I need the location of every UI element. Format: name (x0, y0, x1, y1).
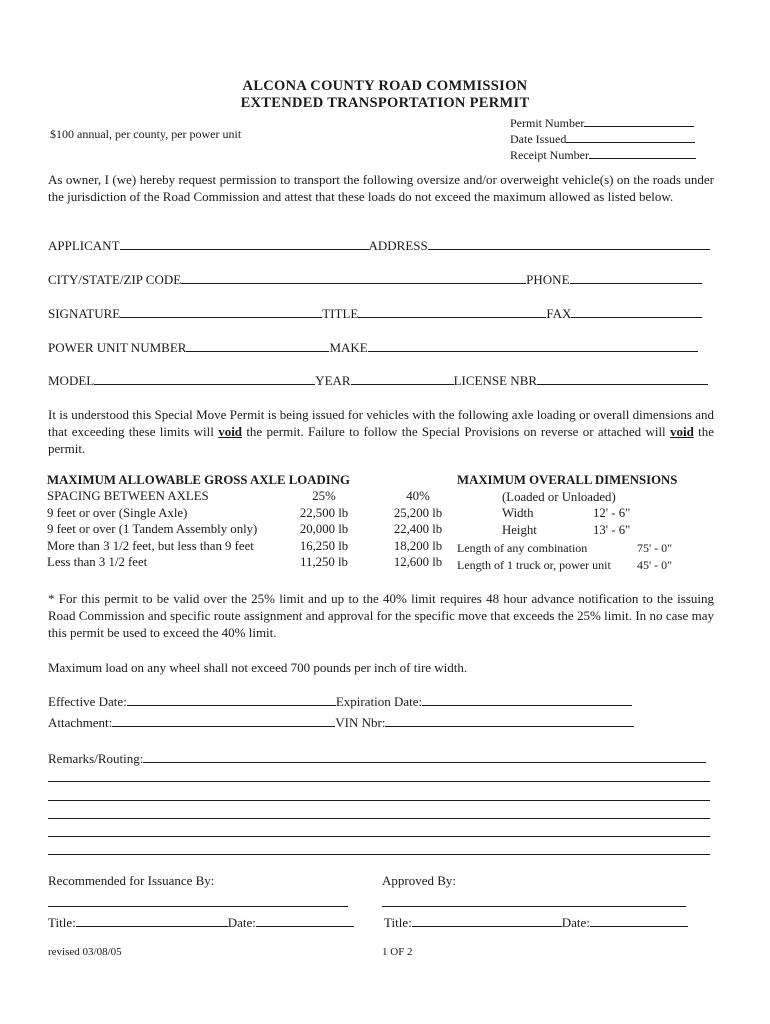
applicant-row (48, 238, 710, 254)
effective-date-line[interactable] (127, 694, 336, 706)
date-right-label: Date: (561, 915, 590, 930)
combination-value: 75' - 0" (637, 541, 673, 555)
vin-nbr-label: VIN Nbr: (335, 715, 386, 730)
vin-nbr-line[interactable] (385, 715, 634, 727)
dimensions-subheading: (Loaded or Unloaded) (502, 490, 616, 504)
void-emphasis-2: void (669, 424, 694, 439)
make-line[interactable] (368, 340, 698, 352)
date-issued-line[interactable] (566, 131, 695, 143)
attachment-line[interactable] (112, 715, 335, 727)
fee-note: $100 annual, per county, per power unit (50, 127, 242, 141)
year-line[interactable] (351, 373, 454, 385)
remarks-line[interactable] (48, 836, 710, 837)
phone-label: PHONE (526, 272, 570, 287)
axle-40-cell: 12,600 lb (393, 555, 443, 570)
model-line[interactable] (94, 373, 315, 385)
axle-40-cell: 25,200 lb (393, 505, 443, 520)
intro-paragraph: As owner, I (we) hereby request permission to transport the following oversize and/or overweight vehicle(s) on the roads under the jurisdiction of the Road Commission and attest that these loads do not exceed the maximum allowed as listed below. (48, 172, 714, 204)
model-label: MODEL (48, 373, 95, 388)
width-value: 12' - 6" (593, 506, 631, 520)
fax-line[interactable] (571, 306, 702, 318)
title-line[interactable] (358, 306, 546, 318)
remarks-label: Remarks/Routing: (48, 751, 144, 766)
date-left-label: Date: (227, 915, 256, 930)
remarks-line[interactable] (143, 751, 706, 763)
special-move-text-1: It is understood this Special Move Permit is being issued for vehicles with the following axle loading or overall dimensions and that exceeding these limits will (48, 407, 714, 439)
title-left-line[interactable] (76, 915, 228, 927)
axle-spacing-cell: More than 3 1/2 feet, but less than 9 feet (47, 538, 254, 553)
special-move-paragraph (48, 406, 714, 457)
title-left-label: Title: (48, 915, 76, 930)
width-label: Width (502, 506, 534, 520)
signature-row (48, 306, 702, 322)
title-right-label: Title: (384, 915, 412, 930)
date-left-line[interactable] (256, 915, 354, 927)
axle-col-25: 25% (312, 489, 336, 504)
approved-by-label: Approved By: (382, 873, 457, 888)
special-move-text-2: the permit. Failure to follow the Special Provisions on reverse or attached will (242, 424, 670, 439)
axle-spacing-cell: 9 feet or over (Single Axle) (47, 505, 188, 520)
city-row (48, 272, 702, 288)
axle-loading-table (47, 472, 463, 571)
power-unit-number-label: POWER UNIT NUMBER (48, 340, 187, 355)
revised-date: revised 03/08/05 (48, 946, 122, 958)
combination-label: Length of any combination (457, 541, 588, 555)
axle-40-cell: 18,200 lb (393, 538, 443, 553)
permit-number-label: Permit Number (510, 116, 585, 130)
receipt-number-label: Receipt Number (510, 148, 589, 162)
license-nbr-label: LICENSE NBR (453, 373, 538, 388)
axle-25-cell: 11,250 lb (300, 555, 348, 570)
recommended-signature-line[interactable] (48, 906, 348, 907)
axle-40-cell: 22,400 lb (393, 522, 443, 537)
remarks-line[interactable] (48, 800, 710, 801)
special-move-text-3: the permit. (48, 424, 714, 456)
address-label: ADDRESS (368, 238, 428, 253)
address-line[interactable] (428, 238, 710, 250)
table-row (47, 538, 463, 555)
license-nbr-line[interactable] (537, 373, 708, 385)
wheel-load-note: Maximum load on any wheel shall not exceed 700 pounds per inch of tire width. (48, 660, 468, 675)
remarks-line[interactable] (48, 854, 710, 855)
axle-25-cell: 16,250 lb (299, 538, 349, 553)
height-label: Height (502, 523, 537, 537)
table-row (47, 522, 463, 539)
power-unit-number-line[interactable] (186, 340, 329, 352)
axle-col-spacing: SPACING BETWEEN AXLES (47, 489, 209, 504)
approved-signature-line[interactable] (382, 906, 686, 907)
applicant-label: APPLICANT (48, 238, 120, 253)
city-state-zip-label: CITY/STATE/ZIP CODE (48, 272, 182, 287)
axle-25-cell: 22,500 lb (299, 505, 349, 520)
effective-row (48, 694, 632, 710)
city-state-zip-line[interactable] (181, 272, 526, 284)
title-right-line[interactable] (412, 915, 562, 927)
forty-percent-note: * For this permit to be valid over the 25% limit and up to the 40% limit requires 48 hour advance notification to the issuing Road Commission and specific route assignment and approval for the specific move that exceeds the 25% limit. In no case may this permit be used to exceed the 40% limit. (48, 591, 714, 640)
expiration-date-line[interactable] (422, 694, 632, 706)
axle-25-cell: 20,000 lb (299, 522, 349, 537)
page-number: 1 OF 2 (382, 946, 413, 958)
permit-title: EXTENDED TRANSPORTATION PERMIT (240, 95, 530, 111)
permit-number-line[interactable] (584, 115, 694, 127)
attachment-row (48, 715, 634, 731)
left-title-row (48, 915, 354, 931)
remarks-line[interactable] (48, 781, 710, 782)
axle-table-heading: MAXIMUM ALLOWABLE GROSS AXLE LOADING (47, 472, 350, 487)
org-title: ALCONA COUNTY ROAD COMMISSION (242, 78, 528, 94)
truck-length-value: 45' - 0" (637, 558, 673, 572)
signature-line[interactable] (120, 306, 322, 318)
signature-label: SIGNATURE (48, 306, 121, 321)
right-title-row (384, 915, 688, 931)
year-label: YEAR (315, 373, 351, 388)
date-issued-label: Date Issued (510, 132, 567, 146)
axle-spacing-cell: Less than 3 1/2 feet (47, 555, 148, 570)
effective-date-label: Effective Date: (48, 694, 127, 709)
permit-number-field[interactable] (510, 115, 694, 131)
date-right-line[interactable] (590, 915, 688, 927)
table-row (47, 505, 463, 522)
attachment-label: Attachment: (48, 715, 113, 730)
table-row (47, 555, 463, 572)
axle-col-40: 40% (406, 489, 430, 504)
phone-line[interactable] (570, 272, 702, 284)
remarks-row (48, 751, 706, 767)
receipt-number-field[interactable] (510, 147, 696, 163)
title-label: TITLE (322, 306, 359, 321)
date-issued-field[interactable] (510, 131, 695, 147)
axle-spacing-cell: 9 feet or over (1 Tandem Assembly only) (47, 522, 258, 537)
power-unit-row (48, 340, 698, 356)
applicant-line[interactable] (120, 238, 369, 250)
void-emphasis-1: void (218, 424, 243, 439)
dimensions-heading: MAXIMUM OVERALL DIMENSIONS (457, 473, 678, 487)
make-label: MAKE (329, 340, 368, 355)
recommended-by-label: Recommended for Issuance By: (48, 873, 215, 888)
remarks-line[interactable] (48, 818, 710, 819)
fax-label: FAX (546, 306, 572, 321)
model-row (48, 373, 708, 389)
truck-length-label: Length of 1 truck or, power unit (457, 558, 611, 572)
height-value: 13' - 6" (593, 523, 631, 537)
receipt-number-line[interactable] (589, 147, 696, 159)
expiration-date-label: Expiration Date: (335, 694, 423, 709)
